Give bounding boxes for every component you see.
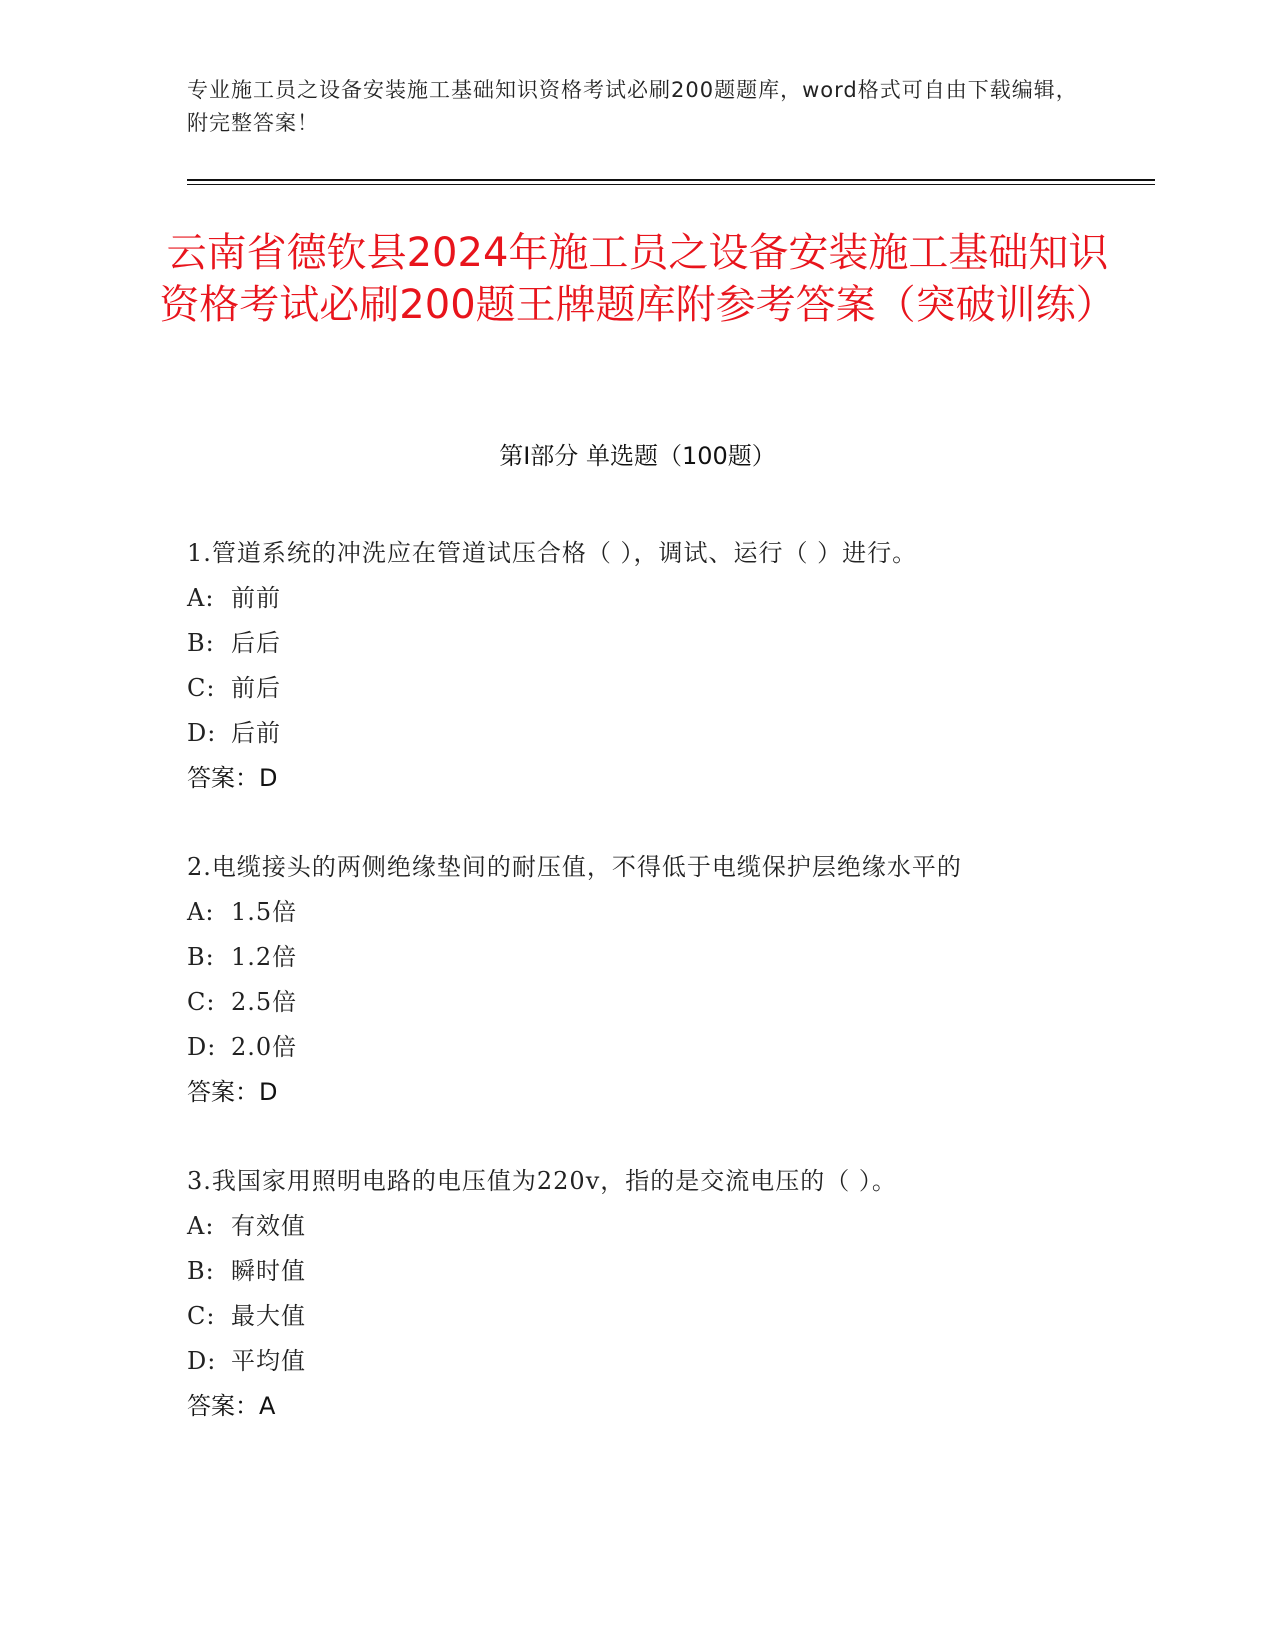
question-3 (187, 1159, 1067, 1429)
option-letter: B: (187, 1257, 215, 1285)
option-text: 平均值 (231, 1347, 306, 1375)
option-text: 前前 (231, 584, 281, 612)
option-text: 瞬时值 (231, 1257, 306, 1285)
option-text: 前后 (231, 674, 281, 702)
option-letter: D: (187, 1347, 217, 1375)
option-a (187, 1204, 1067, 1249)
question-list (187, 531, 1067, 1473)
question-1 (187, 531, 1067, 801)
option-letter: D: (187, 719, 217, 747)
option-text: 后前 (231, 719, 281, 747)
option-letter: B: (187, 629, 215, 657)
option-text: 2.0倍 (231, 1033, 298, 1061)
document-title: 云南省德钦县2024年施工员之设备安装施工基础知识资格考试必刷200题王牌题库附参考答案（突破训练） (159, 230, 1116, 328)
option-a (187, 576, 1067, 621)
question-stem: 2.电缆接头的两侧绝缘垫间的耐压值，不得低于电缆保护层绝缘水平的 (187, 853, 962, 881)
question-stem: 1.管道系统的冲洗应在管道试压合格（ ），调试、运行（ ）进行。 (187, 539, 918, 567)
option-d (187, 711, 1067, 756)
option-text: 有效值 (231, 1212, 306, 1240)
option-b (187, 935, 1067, 980)
option-text: 1.2倍 (231, 943, 298, 971)
option-d (187, 1339, 1067, 1384)
option-letter: D: (187, 1033, 217, 1061)
section-heading: 第Ⅰ部分 单选题（100题） (499, 442, 776, 470)
option-letter: C: (187, 674, 216, 702)
answer: 答案：D (187, 764, 278, 792)
answer: 答案：D (187, 1078, 278, 1106)
option-letter: C: (187, 1302, 216, 1330)
option-letter: B: (187, 943, 215, 971)
option-letter: C: (187, 988, 216, 1016)
option-b (187, 1249, 1067, 1294)
option-letter: A: (187, 1212, 215, 1240)
answer: 答案：A (187, 1392, 276, 1420)
option-text: 2.5倍 (231, 988, 298, 1016)
option-c (187, 1294, 1067, 1339)
option-c (187, 980, 1067, 1025)
option-text: 最大值 (231, 1302, 306, 1330)
option-b (187, 621, 1067, 666)
option-d (187, 1025, 1067, 1070)
question-stem: 3.我国家用照明电路的电压值为220v，指的是交流电压的（ ）。 (187, 1167, 897, 1195)
option-letter: A: (187, 584, 215, 612)
header-divider-thin (187, 184, 1155, 185)
header-note: 专业施工员之设备安装施工基础知识资格考试必刷200题题库，word格式可自由下载编辑，附完整答案！ (187, 78, 1078, 135)
option-text: 后后 (231, 629, 281, 657)
header-divider-thick (187, 179, 1155, 181)
question-2 (187, 845, 1067, 1115)
option-letter: A: (187, 898, 215, 926)
option-c (187, 666, 1067, 711)
option-a (187, 890, 1067, 935)
option-text: 1.5倍 (231, 898, 298, 926)
